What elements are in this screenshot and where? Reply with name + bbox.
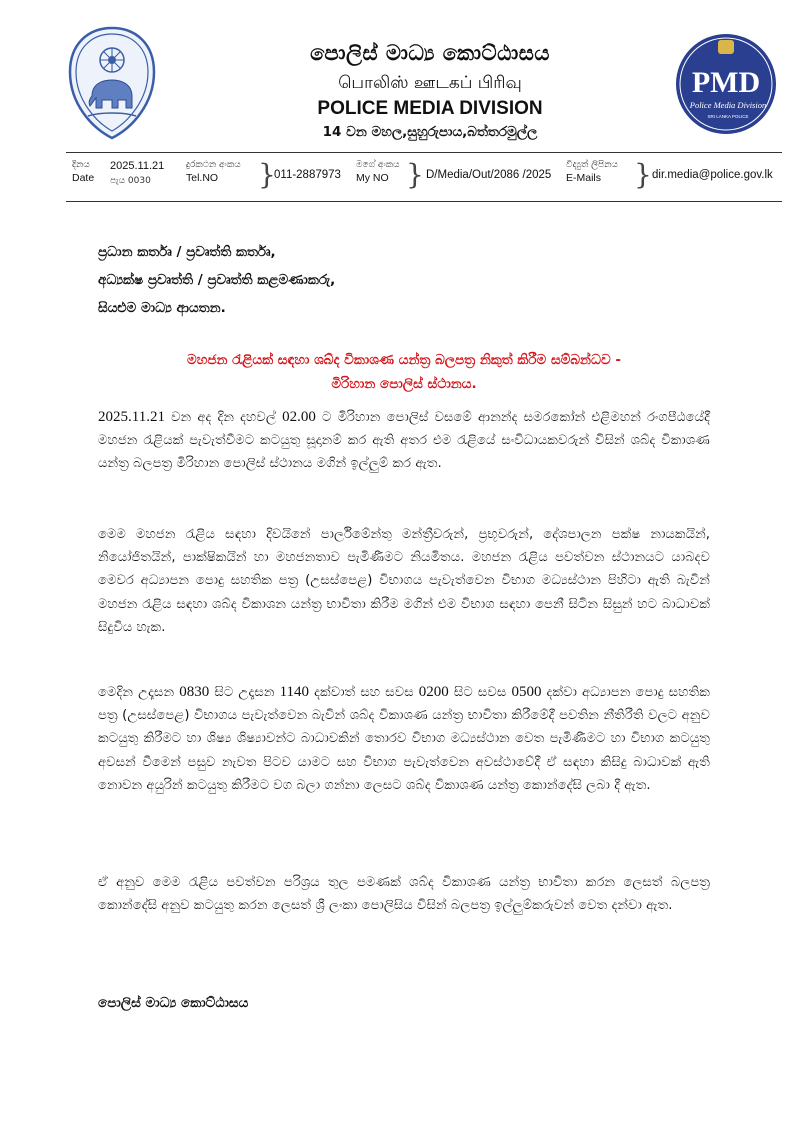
my-no-value: D/Media/Out/2086 /2025 — [426, 169, 552, 181]
my-no-brace: } — [406, 158, 424, 191]
exam-time: 1140 — [279, 684, 310, 700]
division-address: 14 වන මහල,සුහුරුපාය,බත්තරමුල්ල — [322, 124, 538, 140]
addressee-line: අධ්‍යක්ෂ ප්‍රවෘත්ති / ප්‍රවෘත්ති කළමණාකරු, — [98, 272, 336, 288]
pmd-logo-country: SRI LANKA POLICE — [707, 114, 749, 119]
time-value: පැය 0030 — [110, 176, 151, 186]
pmd-logo-subtext: Police Media Division — [689, 100, 767, 110]
tel-label: දුරකථන අංකය Tel.NO — [186, 160, 241, 184]
body-paragraph-1: 2025.11.21 වන අද දින දහවල් 02.00 ට මිරිහාන පොලිස් වසමේ ආනන්ද සමරකෝන් එළිමහන් රංගපීඨයේදී මහජන රැළියක් පැවැත්වීමට කටයුතු සූදානම් කර ඇති අතර එම රැළියේ සංවිධායකවරුන් විසින් ශබ්ද විකාශණ යන්ත්‍ර බලපත්‍ර මිරිහාන පොලිස් ස්ථානය මගින් ඉල්ලුම් කර ඇත. — [98, 409, 710, 472]
signature-line: පොලිස් මාධ්‍ය කොට්ඨාසය — [98, 995, 249, 1011]
body-paragraph-3: මෙදින උදෑසන 0830 සිට උදෑසන 1140 දක්වාත් සහ සවස 0200 සිට සවස 0500 දක්වා අධ්‍යාපන පොදු සහතික පත්‍ර (උසස්පෙළ) විභාගය පැවැත්වෙන බැවින් ශබ්ද විකාශණ යන්ත්‍ර භාවිතා කිරීමේදී පවතින නීතිරීති වලට අනුව කටයුතු කිරීමට හා ශිෂ්‍ය ශිෂ්‍යාවන්ට බාධාවකින් තොරව විභාග මධ්‍යස්ථාන වෙත පැමිණීමට හා විභාග කටයුතු අවසන් වීමෙන් පසුව නැවත පිටව යාමට සහ විභාග පැවැත්වෙන අවස්ථාවේදී ඒ සඳහා කිසිදු බාධාවක් ඇති නොවන අයුරින් කටයුතු කිරීමට වග බලා ගන්නා ලෙසට ශබ්ද විකාශණ යන්ත්‍ර කොන්දේසි ලබා දී ඇත. — [98, 684, 710, 793]
email-label: විද්‍යුත් ලිපිනය E-Mails — [566, 160, 618, 184]
exam-time: 0500 — [511, 684, 542, 700]
subject-line-2: මිරිහාන පොලිස් ස්ථානය. — [331, 376, 477, 392]
pmd-logo-icon — [670, 32, 782, 136]
body-paragraph-2: මෙම මහජන රැළිය සඳහා දිවයිනේ පාර්ලිමේන්තු මන්ත්‍රීවරුන්, ප්‍රභූවරුන්, දේශපාලන පක්ෂ නායකයින්, නියෝජිතයින්, පාක්ෂිකයින් හා මහජනතාව පැමිණීමට නියමිතය. මහජන රැළිය පවත්වන ස්ථානයට යාබදව මෙවර අධ්‍යාපන පොදු සහතික පත්‍ර (උසස්පෙළ) විභාගය පැවැත්වෙන විභාග මධ්‍යස්ථාන පිහිටා ඇති බැවින් මහජන රැළිය සඳහා ශබ්ද විකාශන යන්ත්‍ර භාවිතා කිරීම මගින් එම විභාග සඳහා පෙනී සිටින සිසුන් හට බාධාවක් සිදුවිය හැක. — [98, 527, 710, 635]
tel-value: 011-2887973 — [274, 169, 341, 181]
exam-time: 0830 — [179, 684, 210, 700]
date-value: 2025.11.21 පැය 0030 — [110, 160, 165, 186]
sri-lanka-police-emblem-icon — [66, 24, 158, 142]
division-title-sinhala: පොලිස් මාධ්‍ය කොට්ඨාසය — [310, 41, 550, 65]
letterhead — [240, 40, 620, 142]
tel-brace: } — [258, 158, 276, 191]
division-title-tamil: பொலிஸ் ஊடகப் பிரிவு — [338, 73, 522, 93]
rally-date: 2025.11.21 — [98, 409, 165, 425]
date-label: දිනය Date — [72, 160, 95, 184]
subject-line-1: මහජන රැළියක් සඳහා ශබ්ද විකාශණ යන්ත්‍ර බලපත්‍ර නිකුත් කිරීම සම්බන්ධව - — [186, 352, 621, 368]
email-value: dir.media@police.gov.lk — [652, 169, 773, 181]
pmd-logo-text: PMD — [691, 66, 761, 99]
addressee-line: සියළුම මාධ්‍ය ආයතන. — [98, 300, 226, 316]
division-title-english: POLICE MEDIA DIVISION — [317, 98, 543, 119]
body-paragraph-4: ඒ අනුව මෙම රැළිය පවත්වන පරිශ්‍රය තුල පමණක් ශබ්ද විකාශණ යන්ත්‍ර භාවිතා කරන ලෙසත් බලපත්‍ර කොන්දේසි අනුව කටයුතු කරන ලෙසත් ශ්‍රී ලංකා පොලිසිය විසින් බලපත්‍ර ඉල්ලුම්කරුවන් වෙත දන්වා ඇත. — [98, 875, 710, 914]
email-brace: } — [634, 158, 652, 191]
addressee-line: ප්‍රධාන කර්තෘ / ප්‍රවෘත්ති කර්තෘ, — [98, 244, 276, 260]
subject-heading — [98, 348, 710, 396]
rally-time: 02.00 — [282, 409, 316, 425]
exam-time: 0200 — [418, 684, 449, 700]
my-no-label: මගේ අංකය My NO — [356, 160, 400, 184]
addressee-block — [98, 238, 335, 322]
reference-info-bar — [66, 152, 782, 202]
